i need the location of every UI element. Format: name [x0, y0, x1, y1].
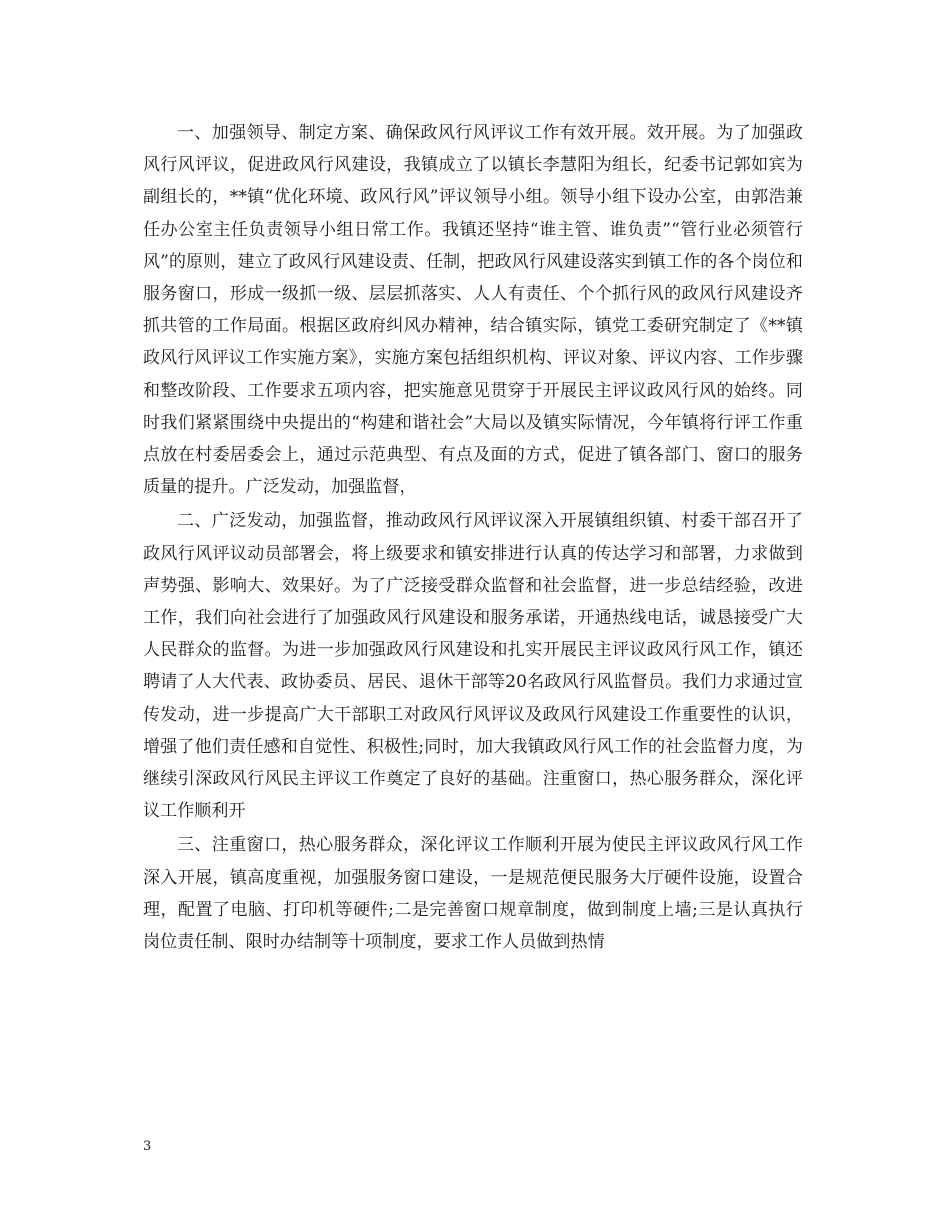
- paragraph-1: 一、加强领导、制定方案、确保政风行风评议工作有效开展。效开展。为了加强政风行风评议，促进政风行风建设，我镇成立了以镇长李慧阳为组长，纪委书记郭如宾为副组长的，**镇“优化环境、政风行风”评议领导小组。领导小组下设办公室，由郭浩兼任办公室主任负责领导小组日常工作。我镇还坚持“谁主管、谁负责”“管行业必须管行风”的原则，建立了政风行风建设责、任制，把政风行风建设落实到镇工作的各个岗位和服务窗口，形成一级抓一级、层层抓落实、人人有责任、个个抓行风的政风行风建设齐抓共管的工作局面。根据区政府纠风办精神，结合镇实际，镇党工委研究制定了《**镇政风行风评议工作实施方案》，实施方案包括组织机构、评议对象、评议内容、工作步骤和整改阶段、工作要求五项内容，把实施意见贯穿于开展民主评议政风行风的始终。同时我们紧紧围绕中央提出的“构建和谐社会”大局以及镇实际情况，今年镇将行评工作重点放在村委居委会上，通过示范典型、有点及面的方式，促进了镇各部门、窗口的服务质量的提升。广泛发动，加强监督，: [143, 123, 803, 498]
- paragraph-2: 二、广泛发动，加强监督，推动政风行风评议深入开展镇组织镇、村委干部召开了政风行风评议动员部署会，将上级要求和镇安排进行认真的传达学习和部署，力求做到声势强、影响大、效果好。为了广泛接受群众监督和社会监督，进一步总结经验，改进工作，我们向社会进行了加强政风行风建设和服务承诺，开通热线电话，诚恳接受广大人民群众的监督。为进一步加强政风行风建设和扎实开展民主评议政风行风工作，镇还聘请了人大代表、政协委员、居民、退休干部等20名政风行风监督员。我们力求通过宣传发动，进一步提高广大干部职工对政风行风评议及政风行风建设工作重要性的认识，增强了他们责任感和自觉性、积极性;同时，加大我镇政风行风工作的社会监督力度，为继续引深政风行风民主评议工作奠定了良好的基础。注重窗口，热心服务群众，深化评议工作顺利开: [143, 511, 803, 822]
- paragraph-3: 三、注重窗口，热心服务群众，深化评议工作顺利开展为使民主评议政风行风工作深入开展，镇高度重视，加强服务窗口建设，一是规范便民服务大厅硬件设施，设置合理，配置了电脑、打印机等硬件;二是完善窗口规章制度，做到制度上墙;三是认真执行岗位责任制、限时办结制等十项制度，要求工作人员做到热情: [143, 835, 803, 953]
- page-number: 3: [143, 1139, 152, 1154]
- document-body: [143, 117, 803, 960]
